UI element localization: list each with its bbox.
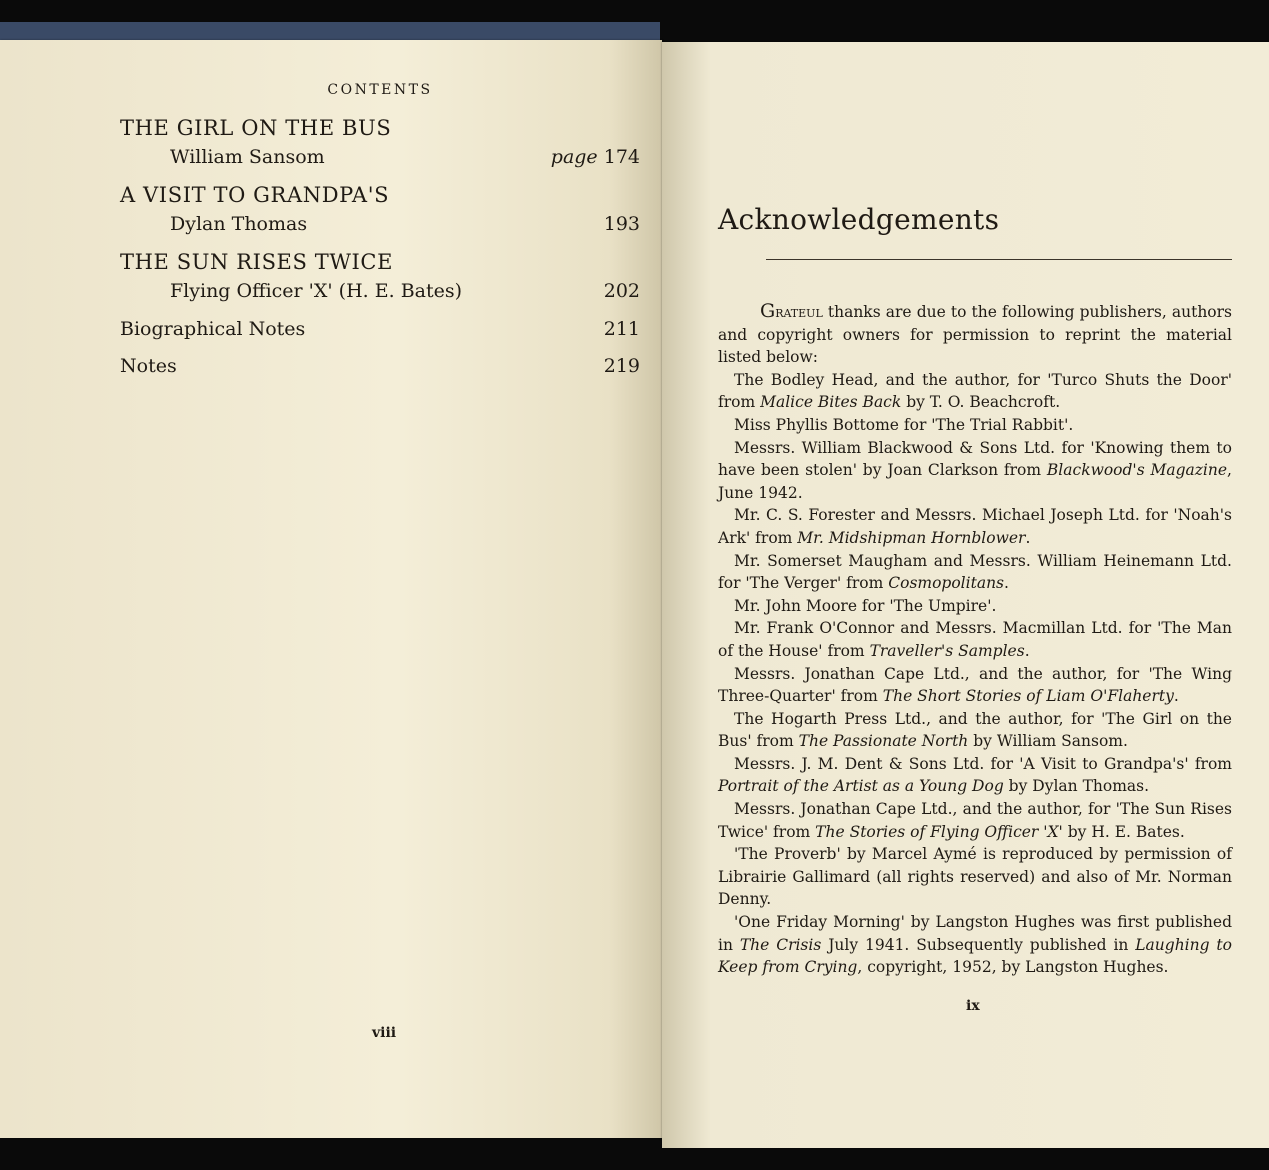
toc-story-title: THE SUN RISES TWICE — [120, 250, 394, 274]
entry-text: The Bodley Head, and the author, for 'Turco Shuts the Door' from — [718, 370, 1232, 412]
toc-page-number: 211 — [603, 318, 640, 340]
entry-text: . — [1025, 528, 1031, 547]
acknowledgement-entry — [718, 414, 1232, 437]
toc-page-number: 202 — [603, 280, 640, 302]
page-number-left: viii — [372, 1025, 397, 1041]
acknowledgement-entry — [718, 798, 1232, 843]
acknowledgements-heading: Acknowledgements — [718, 203, 1000, 236]
toc-section-title: Biographical Notes — [120, 318, 306, 340]
toc-story-author: William Sansom — [170, 146, 325, 168]
toc-story-author: Flying Officer 'X' (H. E. Bates) — [170, 280, 463, 302]
dropcap-initial: G — [760, 300, 776, 322]
source-title: The Crisis — [739, 935, 822, 954]
acknowledgement-entry — [718, 753, 1232, 798]
toc-entry-notes — [120, 351, 640, 381]
entry-text: Mr. John Moore for 'The Umpire'. — [734, 596, 997, 615]
source-title: Mr. Midshipman Hornblower — [797, 528, 1026, 547]
heading-rule — [766, 259, 1232, 260]
toc-story-title: A VISIT TO GRANDPA'S — [120, 183, 390, 207]
source-title: Laughing to Keep from Crying — [718, 935, 1232, 977]
source-title: Malice Bites Back — [760, 393, 902, 412]
entry-text: . — [1024, 641, 1030, 660]
entry-text: Messrs. Jonathan Cape Ltd., and the author, for 'The Wing Three-Quarter' from — [718, 664, 1232, 706]
source-title: The Passionate North — [798, 732, 969, 751]
acknowledgement-entry — [718, 550, 1232, 595]
entry-text: Mr. Frank O'Connor and Messrs. Macmillan Ltd. for 'The Man of the House' from — [718, 619, 1232, 660]
toc-page-number: 174 — [603, 146, 640, 168]
toc-entry — [120, 247, 640, 306]
entry-text: The Hogarth Press Ltd., and the author, for 'The Girl on the Bus' from — [718, 709, 1232, 751]
acknowledgement-entry — [718, 369, 1232, 414]
acknowledgement-list — [718, 369, 1232, 979]
page-number-right: ix — [966, 998, 980, 1014]
entry-text: by T. O. Beachcroft. — [901, 393, 1061, 412]
source-title: Traveller's Samples — [869, 641, 1025, 660]
entry-text: Messrs. J. M. Dent & Sons Ltd. for 'A Visit to Grandpa's' from — [734, 754, 1232, 773]
entry-text: Messrs. Jonathan Cape Ltd., and the author, for 'The Sun Rises Twice' from — [718, 800, 1232, 841]
entry-text: , copyright, 1952, by Langston Hughes. — [857, 958, 1169, 977]
acknowledgement-entry — [718, 663, 1232, 708]
source-title: Cosmopolitans — [888, 574, 1005, 593]
toc-story-author: Dylan Thomas — [170, 213, 308, 235]
intro-text: thanks are due to the following publishers, authors and copyright owners for permission to reprint the material listed below: — [718, 303, 1232, 367]
entry-text: by Dylan Thomas. — [1003, 777, 1150, 796]
entry-text: , June 1942. — [718, 461, 1232, 502]
entry-text: 'The Proverb' by Marcel Aymé is reproduced by permission of Librairie Gallimard (all rights reserved) and also of Mr. Norman Denny. — [718, 845, 1232, 909]
dropcap-rest: rateul — [775, 303, 823, 321]
contents-heading: CONTENTS — [327, 82, 433, 98]
toc-story-title: THE GIRL ON THE BUS — [120, 116, 392, 140]
acknowledgements-body — [718, 300, 1232, 979]
entry-text: Mr. C. S. Forester and Messrs. Michael Joseph Ltd. for 'Noah's Ark' from — [718, 506, 1232, 547]
toc-page-number: 193 — [603, 213, 640, 235]
acknowledgements-intro — [718, 300, 1232, 369]
source-title: The Short Stories of Liam O'Flaherty — [882, 687, 1174, 706]
table-of-contents — [120, 113, 640, 388]
source-title: Portrait of the Artist as a Young Dog — [718, 777, 1004, 796]
acknowledgement-entry — [718, 843, 1232, 911]
toc-entry — [120, 180, 640, 239]
acknowledgement-entry — [718, 595, 1232, 618]
entry-text: Miss Phyllis Bottome for 'The Trial Rabbit'. — [734, 415, 1074, 434]
entry-text: . — [1004, 574, 1009, 593]
entry-text: Messrs. William Blackwood & Sons Ltd. for 'Knowing them to have been stolen' by Joan Clarkson from — [718, 438, 1232, 480]
entry-text: July 1941. Subsequently published in — [821, 935, 1136, 954]
acknowledgement-entry — [718, 911, 1232, 979]
entry-text: by William Sansom. — [968, 732, 1128, 751]
entry-text: 'One Friday Morning' by Langston Hughes was first published in — [718, 913, 1232, 954]
acknowledgement-entry — [718, 617, 1232, 662]
acknowledgement-entry — [718, 504, 1232, 549]
acknowledgement-entry — [718, 437, 1232, 505]
acknowledgement-entry — [718, 708, 1232, 753]
source-title: The Stories of Flying Officer 'X' — [815, 822, 1063, 841]
toc-section-title: Notes — [120, 355, 177, 377]
toc-entry — [120, 113, 640, 172]
toc-entry-biographical-notes — [120, 314, 640, 344]
toc-page-label: page — [550, 146, 598, 168]
entry-text: by H. E. Bates. — [1062, 822, 1185, 841]
toc-page-number: 219 — [603, 355, 640, 377]
source-title: Blackwood's Magazine — [1046, 461, 1228, 480]
entry-text: . — [1173, 687, 1179, 706]
entry-text: Mr. Somerset Maugham and Messrs. William Heinemann Ltd. for 'The Verger' from — [718, 551, 1232, 593]
